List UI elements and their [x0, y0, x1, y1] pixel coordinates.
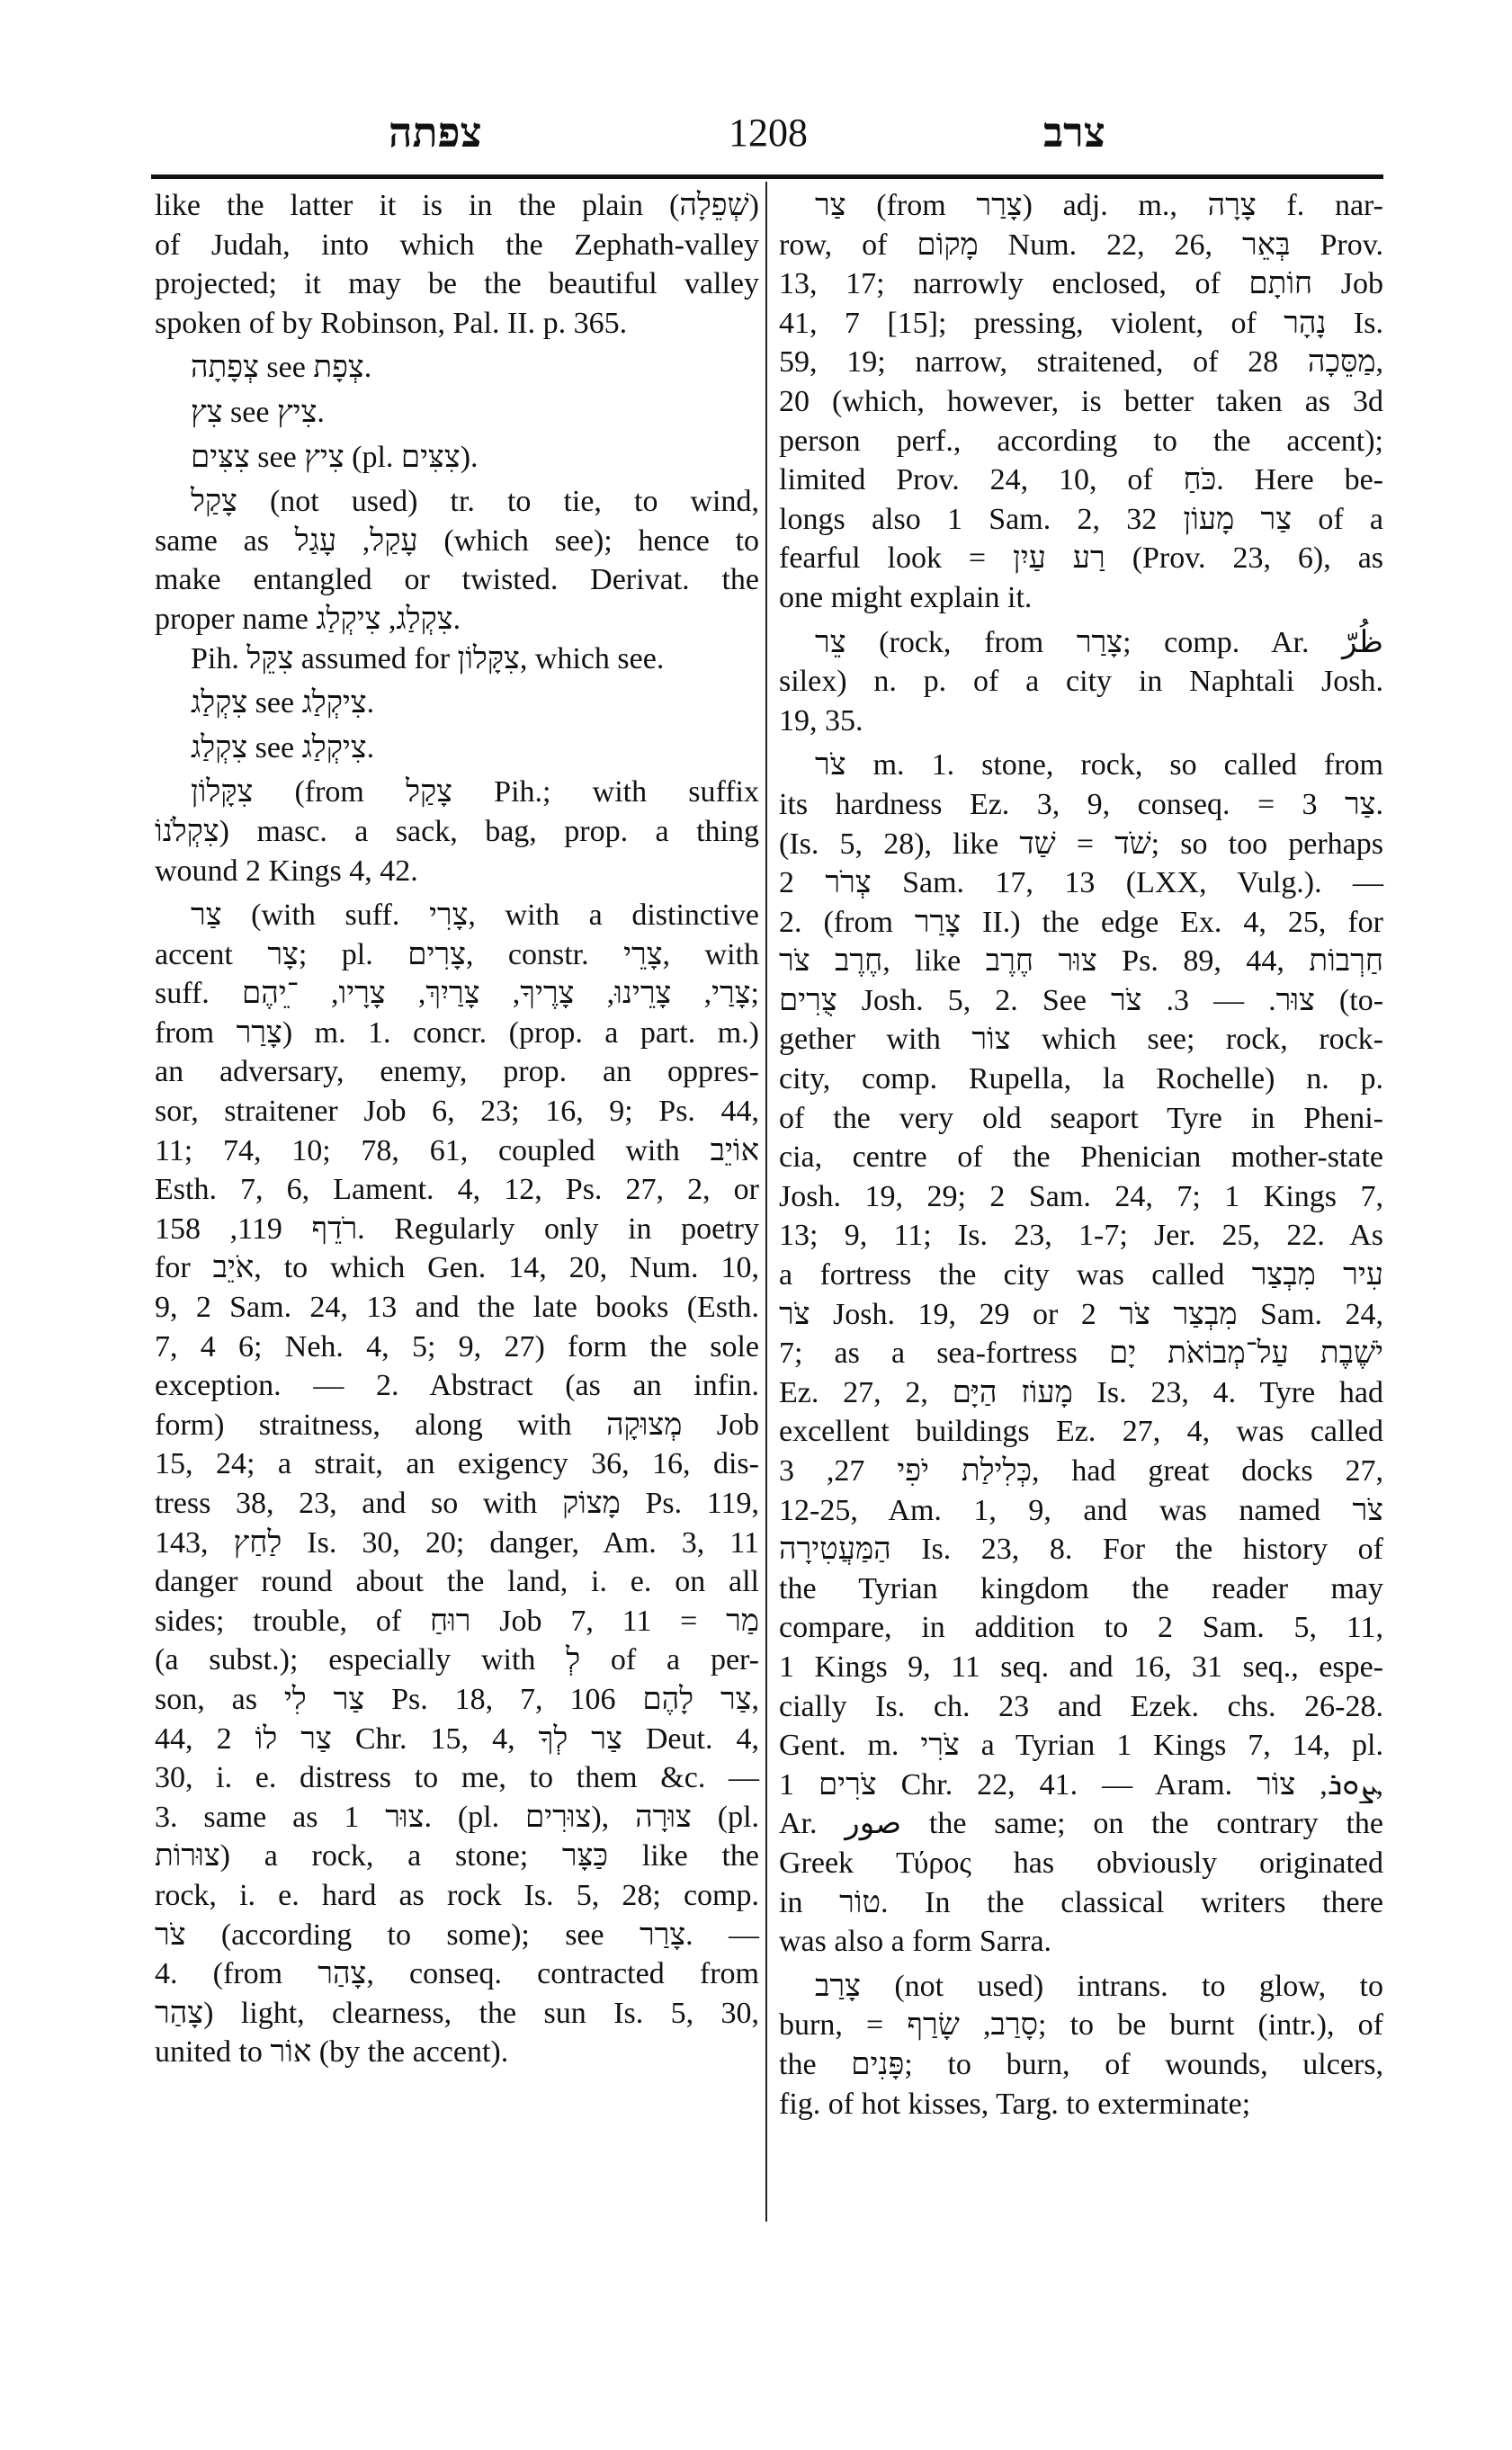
text-line: צֹר m. 1. stone, rock, so called from — [815, 748, 1383, 782]
text-line: צוּרוֹת) a rock, a stone; כַּצָּר like the — [155, 1839, 759, 1873]
text-line: Greek Τύρος has obviously originated — [779, 1846, 1383, 1880]
text-line: כְּלִילַת יֹפִי 27, 3, had great docks 27, — [779, 1454, 1383, 1488]
text-line: 41, 7 [15]; pressing, violent, of נָהָר Is. — [779, 306, 1383, 340]
text-line: צַר (with suff. צָרִי, with a distinctive — [191, 899, 760, 933]
text-line: 7; as a sea-fortress יֹשֶׁבֶת עַל־מְבוֹאֹת יָם — [779, 1337, 1383, 1371]
text-line: 20 (which, however, is better taken as 3d — [779, 384, 1383, 418]
text-line: accent צָר; pl. צָרִים, constr. צָרֵי, with — [155, 937, 759, 971]
text-line: wound 2 Kings 4, 42. — [155, 854, 418, 888]
text-line: the פָּנִים; to burn, of wounds, ulcers, — [779, 2047, 1383, 2081]
text-line: for אֹיֵב, to which Gen. 14, 20, Num. 10, — [155, 1251, 759, 1285]
text-line: sor, straitener Job 6, 23; 16, 9; Ps. 44, — [155, 1095, 759, 1129]
text-line: צְפָתָה see צְפָת. — [191, 351, 372, 385]
text-line: person perf., according to the accent); — [779, 424, 1383, 458]
text-line: compare, in addition to 2 Sam. 5, 11, — [779, 1611, 1383, 1645]
text-line: gether with צוֹר which see; rock, rock- — [779, 1023, 1383, 1057]
text-line: צָהַר) light, clearness, the sun Is. 5, 30, — [155, 1996, 759, 2030]
text-line: 12-25, Am. 1, 9, and was named צֹר — [779, 1493, 1383, 1527]
text-line: הַמַּעֲטִירָה Is. 23, 8. For the history of — [779, 1533, 1383, 1567]
text-line: tress 38, 23, and so with מָצוֹק Ps. 119, — [155, 1487, 759, 1520]
text-line: חֶרֶב צֹר, like צוּר חֶרֶב Ps. 89, 44, חַרְבוֹת — [779, 944, 1383, 979]
text-line: united to אוֹר (by the accent). — [155, 2035, 509, 2070]
text-line: צִקְלֹנוֹ) masc. a sack, bag, prop. a thing — [155, 814, 759, 848]
text-line: burn, = סָרַב, שָׂרַף; to be burnt (intr.), of — [779, 2008, 1384, 2043]
text-line: Gent. m. צֹרִי a Tyrian 1 Kings 7, 14, pl. — [779, 1729, 1383, 1763]
text-line: cially Is. ch. 23 and Ezek. chs. 26-28. — [779, 1689, 1383, 1723]
text-line: fig. of hot kisses, Targ. to exterminate; — [779, 2087, 1251, 2121]
text-line: limited Prov. 24, 10, of כֹּחַ. Here be- — [779, 463, 1383, 497]
text-line: צַר (from צָרַר) adj. m., צָרָה f. nar- — [815, 189, 1383, 222]
text-line: 7, 4 6; Neh. 4, 5; 9, 27) form the sole — [155, 1329, 759, 1364]
text-line: danger round about the land, i. e. on all — [155, 1565, 759, 1599]
text-line: צָקַל (not used) tr. to tie, to wind, — [191, 485, 759, 519]
text-line: silex) n. p. of a city in Naphtali Josh. — [779, 665, 1383, 699]
text-line: its hardness Ez. 3, 9, conseq. = צַר 3. — [779, 787, 1383, 821]
text-line: צִצִּים see צִיץ (pl. צִצִּים). — [191, 440, 479, 474]
text-line: form) straitness, along with מְצוּקָה Job — [155, 1408, 760, 1442]
text-line: 1 Kings 9, 11 seq. and 16, 31 seq., espe- — [779, 1650, 1383, 1684]
text-line: of Judah, into which the Zephath-valley — [155, 228, 759, 262]
text-line: spoken of by Robinson, Pal. II. p. 365. — [155, 306, 628, 340]
text-line: in טוֹר. In the classical writers there — [779, 1885, 1384, 1919]
right-column — [779, 186, 1383, 2124]
text-line: צֵר (rock, from צָרַר; comp. Ar. ظُرّ — [815, 625, 1383, 659]
text-line: 59, 19; narrow, straitened, of מַסֵּכָה 28, — [779, 345, 1383, 380]
text-line: cia, centre of the Phenician mother-state — [779, 1140, 1383, 1175]
text-line: רֹדֵף 119, 158. Regularly only in poetry — [155, 1212, 759, 1246]
text-line: fearful look = רַע עַיִן (Prov. 23, 6), as — [779, 541, 1384, 576]
text-line: 44, צַר לוֹ 2 Chr. 15, 4, צַר לְךָ Deut. 4, — [155, 1721, 760, 1756]
text-line: 4. (from צָהַר, conseq. contracted from — [155, 1957, 759, 1991]
text-line: צְרֹר 2 Sam. 17, 13 (LXX, Vulg.). — — [779, 866, 1383, 900]
text-line: צֻרִים Josh. 5, 2. See צוּר. — 3. צֹר (to- — [779, 983, 1384, 1017]
text-line: צָרַב (not used) intrans. to glow, to — [815, 1969, 1383, 2003]
text-line: (Is. 5, 28), like שֹׁד = שַׁד; so too perhaps — [779, 827, 1384, 861]
left-column — [155, 186, 759, 2072]
text-line: 19, 35. — [779, 703, 863, 738]
text-line: צֹר (according to some); see צָרַר. — — [155, 1918, 760, 1952]
text-line: צִקְלַג see צִיקְלַג. — [191, 730, 375, 765]
text-line: rock, i. e. hard as rock Is. 5, 28; comp. — [155, 1878, 759, 1912]
text-line: צִץ see צִיץ. — [191, 395, 325, 429]
text-line: son, as צַר לִי Ps. 18, 7, צַר לָהֶם 106, — [155, 1682, 759, 1716]
text-line: make entangled or twisted. Derivat. the — [155, 563, 759, 597]
text-line: צֹרִים 1 Chr. 22, 41. — Aram. ܨܘܪ, צוֹר, — [779, 1767, 1383, 1802]
text-line: suff. צָרַי, צָרֵינוּ, צָרֶיךָ, צָרַיִךְ, צָרָיו, ־ֵיהֶם; — [155, 977, 759, 1011]
text-line: projected; it may be the beautiful valley — [155, 267, 759, 301]
text-line: צִקָּלוֹן (from צָקַל Pih.; with suffix — [191, 775, 759, 809]
text-line: 9, 2 Sam. 24, 13 and the late books (Esth. — [155, 1291, 759, 1325]
header-right-catchword: צרב — [1043, 110, 1105, 156]
text-line: one might explain it. — [779, 580, 1033, 614]
text-line: longs also 1 Sam. 2, 32 צַר מָעוֹן of a — [779, 502, 1383, 536]
text-line: (a subst.); especially with לְ of a per- — [155, 1643, 759, 1677]
text-line: צֹר Josh. 19, 29 or מִבְצַר צֹר 2 Sam. 24, — [779, 1297, 1383, 1331]
text-line: was also a form Sarra. — [779, 1925, 1052, 1959]
text-line: exception. — 2. Abstract (as an infin. — [155, 1369, 759, 1403]
text-line: 143, לַחַץ Is. 30, 20; danger, Am. 3, 11 — [155, 1525, 759, 1560]
header-rule — [151, 174, 1383, 179]
text-line: of the very old seaport Tyre in Pheni- — [779, 1101, 1383, 1135]
text-line: the Tyrian kingdom the reader may — [779, 1571, 1383, 1605]
text-line: Esth. 7, 6, Lament. 4, 12, Ps. 27, 2, or — [155, 1173, 759, 1207]
text-line: same as עָקַל, עָגַל (which see); hence to — [155, 523, 759, 558]
text-line: row, of מָקוֹם Num. 22, 26, בְּאֵר Prov. — [779, 228, 1383, 262]
text-line: city, comp. Rupella, la Rochelle) n. p. — [779, 1062, 1383, 1096]
text-line: from צָרַר) m. 1. concr. (prop. a part. m.) — [155, 1015, 760, 1050]
text-line: 2. (from צָרַר II.) the edge Ex. 4, 25, for — [779, 905, 1383, 939]
text-line: Ar. صور the same; on the contrary the — [779, 1807, 1383, 1841]
text-line: 13; 9, 11; Is. 23, 1-7; Jer. 25, 22. As — [779, 1219, 1383, 1253]
text-line: excellent buildings Ez. 27, 4, was called — [779, 1415, 1383, 1449]
header-left-catchword: צפתה — [389, 110, 482, 156]
text-line: a fortress the city was called עִיר מִבְצַר — [779, 1258, 1383, 1292]
text-line: like the latter it is in the plain (שְׁפֵלָה) — [155, 189, 759, 222]
text-line: צִקְלַג see צִיקְלַג. — [191, 686, 375, 720]
text-line: 15, 24; a strait, an exigency 36, 16, dis- — [155, 1447, 759, 1481]
text-line: Pih. צִקֵּל assumed for צִקָּלוֹן, which see. — [191, 641, 665, 675]
text-line: proper name צִקְלַג, צִיקְלַג. — [155, 602, 461, 636]
text-line: 3. same as צוּר 1. (pl. צוּרִים), צוּרָה (pl. — [155, 1800, 760, 1834]
column-divider — [765, 182, 767, 2222]
text-line: 13, 17; narrowly enclosed, of חוֹתָם Job — [779, 267, 1383, 301]
text-line: 11; 74, 10; 78, 61, coupled with אוֹיֵב — [155, 1133, 759, 1167]
page-number: 1208 — [729, 111, 808, 155]
text-line: Josh. 19, 29; 2 Sam. 24, 7; 1 Kings 7, — [779, 1179, 1383, 1213]
text-line: Ez. 27, 2, מָעוֹז הַיָּם Is. 23, 4. Tyre had — [779, 1375, 1383, 1409]
text-line: 30, i. e. distress to me, to them &c. — — [155, 1761, 759, 1795]
text-line: an adversary, enemy, prop. an oppres- — [155, 1055, 759, 1089]
running-head — [153, 106, 1381, 169]
text-line: sides; trouble, of רוּחַ Job 7, 11 = מַר — [155, 1604, 759, 1638]
